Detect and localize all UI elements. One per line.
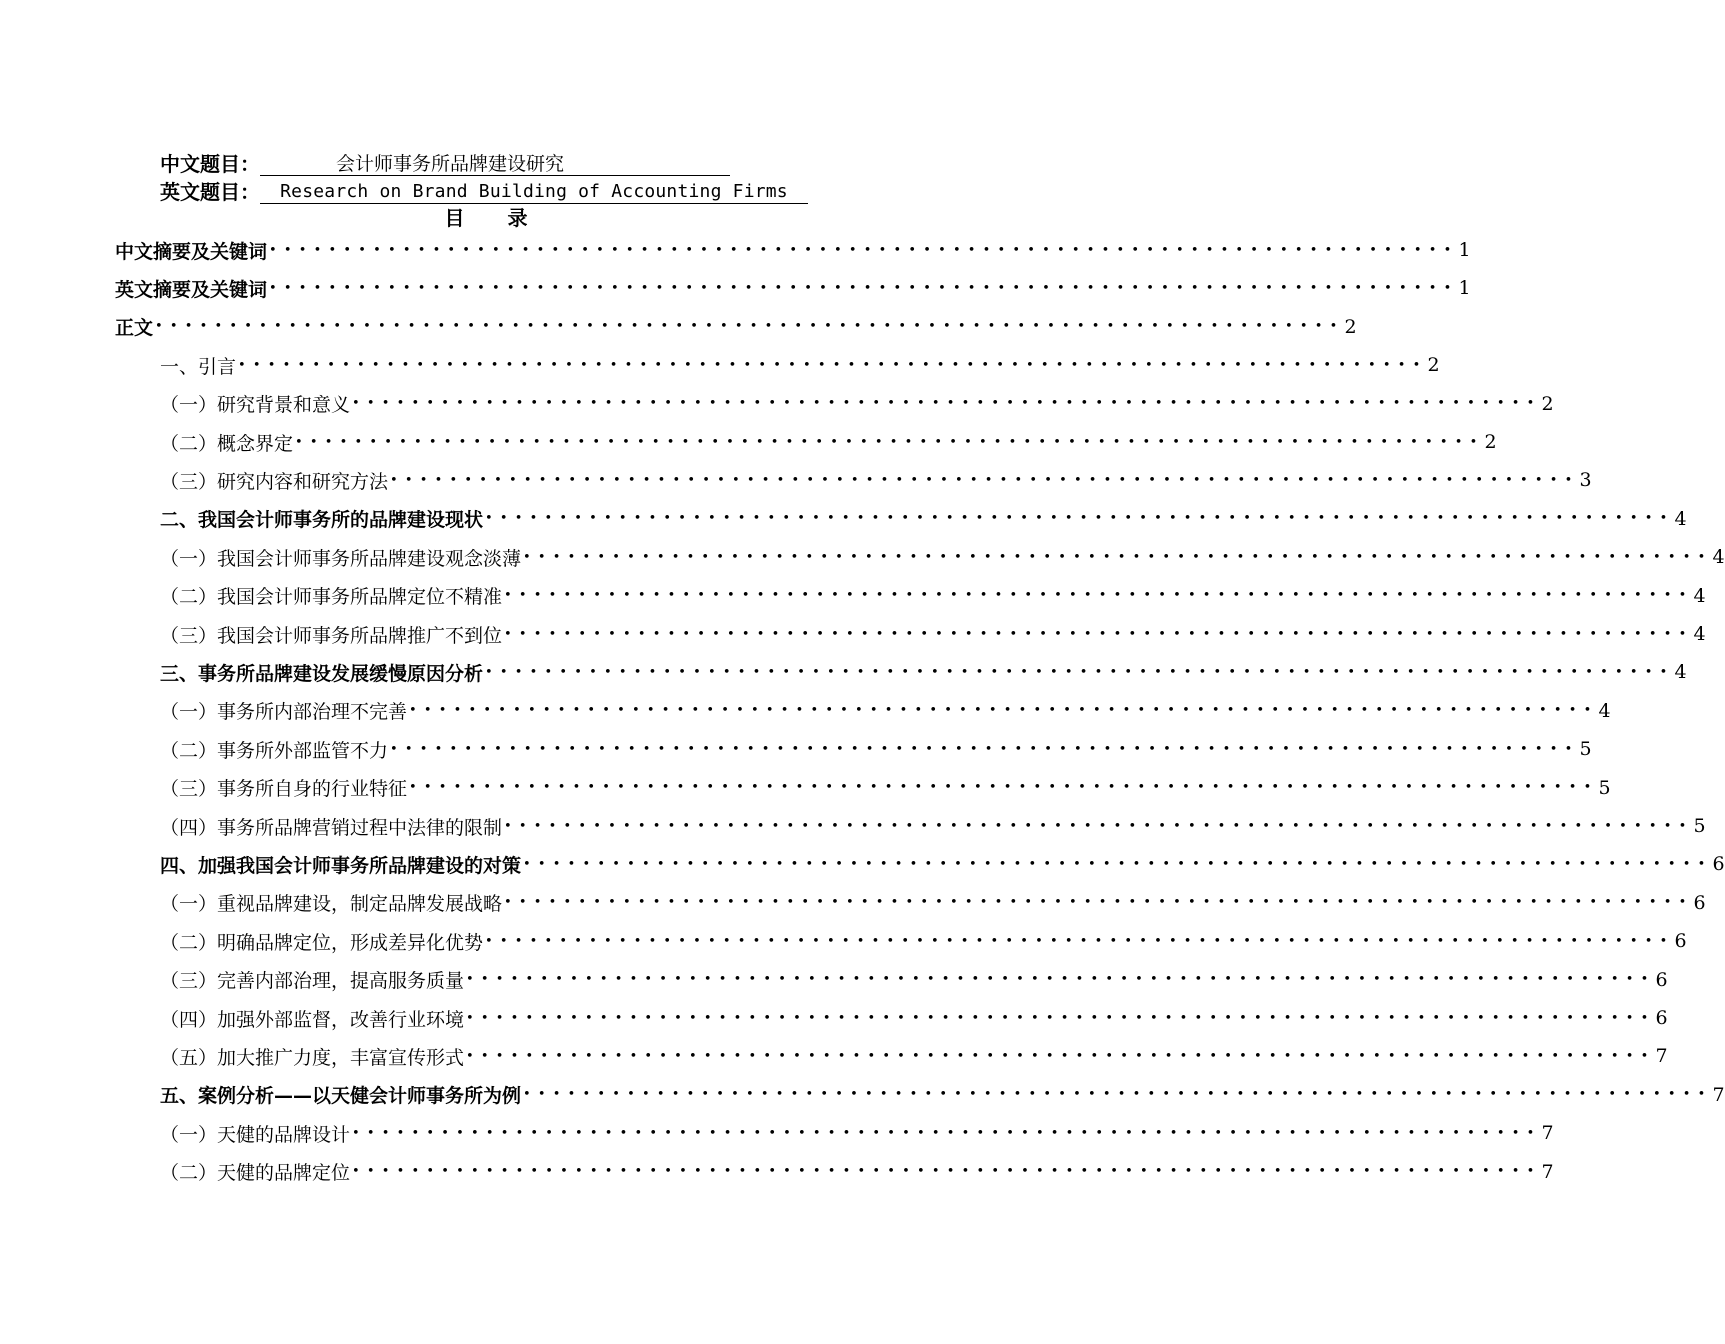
toc-entry bbox=[160, 811, 1706, 841]
toc-entry bbox=[115, 235, 1471, 265]
toc-page-number: 6 bbox=[1712, 853, 1725, 876]
toc-page-number: 5 bbox=[1598, 776, 1611, 799]
toc-page-number: 1 bbox=[1458, 239, 1471, 261]
toc-entry-text: 三、事务所品牌建设发展缓慢原因分析 bbox=[160, 662, 484, 685]
toc-entry bbox=[160, 619, 1706, 649]
toc-entry-text: （二）事务所外部监管不力 bbox=[160, 739, 389, 762]
toc-leader-dots: •••••••••••••••••••••••••••••••••••••••••••••••••••••••••••••••••••••••••••••••• bbox=[466, 1010, 1656, 1026]
toc-leader-dots: •••••••••••••••••••••••••••••••••••••••••••••••••••••••••••••••••••••••••••••••• bbox=[466, 972, 1656, 988]
toc-entry bbox=[160, 581, 1706, 611]
toc-entry bbox=[160, 888, 1706, 918]
toc-leader-dots: •••••••••••••••••••••••••••••••••••••••••••••••••••••••••••••••••••••••••••••••• bbox=[504, 588, 1694, 604]
toc-page-number: 2 bbox=[1541, 392, 1554, 415]
toc-leader-dots: •••••••••••••••••••••••••••••••••••••••••••••••••••••••••••••••••••••••••••••••• bbox=[485, 933, 1675, 949]
toc-entry-text: 一、引言 bbox=[160, 355, 237, 378]
toc-entry bbox=[160, 734, 1592, 764]
toc-leader-dots: •••••••••••••••••••••••••••••••••••••••••••••••••••••••••••••••••••••••••••••••• bbox=[269, 242, 1459, 258]
toc-entry bbox=[160, 965, 1668, 995]
toc-entry bbox=[115, 273, 1471, 303]
toc-page-number: 4 bbox=[1598, 699, 1611, 722]
chinese-title-row bbox=[160, 148, 730, 176]
toc-page-number: 7 bbox=[1712, 1083, 1725, 1106]
toc-entry bbox=[115, 312, 1357, 342]
toc-leader-dots: •••••••••••••••••••••••••••••••••••••••••••••••••••••••••••••••••••••••••••••••• bbox=[409, 703, 1599, 719]
toc-entry-text: （三）事务所自身的行业特征 bbox=[160, 778, 408, 801]
toc-entry-text: 五、案例分析——以天健会计师事务所为例 bbox=[160, 1085, 522, 1108]
toc-leader-dots: •••••••••••••••••••••••••••••••••••••••••••••••••••••••••••••••••••••••••••••••• bbox=[485, 664, 1675, 680]
toc-page-number: 4 bbox=[1674, 661, 1687, 684]
english-title-label: 英文题目： bbox=[160, 180, 260, 204]
toc-entry-text: （三）我国会计师事务所品牌推广不到位 bbox=[160, 624, 503, 647]
toc-leader-dots: •••••••••••••••••••••••••••••••••••••••••••••••••••••••••••••••••••••••••••••••• bbox=[269, 280, 1459, 296]
toc-entry-text: （三）完善内部治理，提高服务质量 bbox=[160, 970, 465, 993]
toc-entry bbox=[160, 350, 1440, 380]
toc-page-number: 5 bbox=[1693, 815, 1706, 837]
toc-leader-dots: •••••••••••••••••••••••••••••••••••••••••••••••••••••••••••••••••••••••••••••••• bbox=[523, 1087, 1713, 1103]
toc-entry bbox=[160, 427, 1497, 457]
toc-entry-text: 二、我国会计师事务所的品牌建设现状 bbox=[160, 509, 484, 532]
toc-entry-text: （二）明确品牌定位，形成差异化优势 bbox=[160, 931, 484, 954]
english-title-row bbox=[160, 176, 808, 204]
toc-entry-text: （二）我国会计师事务所品牌定位不精准 bbox=[160, 586, 503, 609]
toc-entry-text: 英文摘要及关键词 bbox=[115, 278, 268, 301]
toc-page-number: 7 bbox=[1541, 1160, 1554, 1183]
toc-leader-dots: •••••••••••••••••••••••••••••••••••••••••••••••••••••••••••••••••••••••••••••••• bbox=[485, 511, 1675, 527]
toc-entry bbox=[160, 1118, 1554, 1148]
toc-page-number: 5 bbox=[1579, 738, 1592, 761]
toc-page-number: 6 bbox=[1674, 930, 1687, 953]
toc-leader-dots: •••••••••••••••••••••••••••••••••••••••••••••••••••••••••••••••••••••••••••••••• bbox=[504, 818, 1694, 834]
toc-entry bbox=[160, 504, 1687, 534]
toc-entry bbox=[160, 696, 1611, 726]
toc-leader-dots: •••••••••••••••••••••••••••••••••••••••••••••••••••••••••••••••••••••••••••••••• bbox=[155, 319, 1345, 335]
toc-entry bbox=[160, 389, 1554, 419]
toc-entry-text: （一）研究背景和意义 bbox=[160, 394, 351, 417]
toc-leader-dots: •••••••••••••••••••••••••••••••••••••••••••••••••••••••••••••••••••••••••••••••• bbox=[390, 741, 1580, 757]
toc-entry bbox=[160, 1157, 1554, 1187]
toc-leader-dots: •••••••••••••••••••••••••••••••••••••••••••••••••••••••••••••••••••••••••••••••• bbox=[295, 434, 1485, 450]
toc-page-number: 2 bbox=[1427, 354, 1440, 377]
toc-entry-text: （五）加大推广力度，丰富宣传形式 bbox=[160, 1046, 465, 1069]
toc-page-number: 6 bbox=[1655, 968, 1668, 991]
toc-entry bbox=[160, 1003, 1668, 1033]
english-title-value: Research on Brand Building of Accounting Firms bbox=[260, 180, 808, 204]
toc-entry-text: 四、加强我国会计师事务所品牌建设的对策 bbox=[160, 854, 522, 877]
toc-page-number: 4 bbox=[1712, 546, 1725, 569]
toc-entry bbox=[160, 849, 1725, 879]
toc-entry-text: （一）重视品牌建设，制定品牌发展战略 bbox=[160, 893, 503, 916]
toc-entry bbox=[160, 657, 1687, 687]
toc-leader-dots: •••••••••••••••••••••••••••••••••••••••••••••••••••••••••••••••••••••••••••••••• bbox=[352, 1125, 1542, 1141]
toc-entry-text: （四）事务所品牌营销过程中法律的限制 bbox=[160, 816, 503, 839]
toc-page-number: 7 bbox=[1541, 1122, 1554, 1145]
toc-heading: 目 录 bbox=[444, 206, 546, 230]
chinese-title-label: 中文题目： bbox=[160, 152, 260, 176]
toc-page-number: 2 bbox=[1344, 315, 1357, 338]
toc-entry-text: （四）加强外部监督，改善行业环境 bbox=[160, 1008, 465, 1031]
toc-entry-text: （二）概念界定 bbox=[160, 432, 294, 455]
toc-page-number: 4 bbox=[1674, 507, 1687, 530]
toc-leader-dots: •••••••••••••••••••••••••••••••••••••••••••••••••••••••••••••••••••••••••••••••• bbox=[238, 357, 1428, 373]
toc-entry-text: （二）天健的品牌定位 bbox=[160, 1162, 351, 1185]
toc-leader-dots: •••••••••••••••••••••••••••••••••••••••••••••••••••••••••••••••••••••••••••••••• bbox=[466, 1048, 1656, 1064]
toc-page-number: 4 bbox=[1693, 584, 1706, 607]
toc-leader-dots: •••••••••••••••••••••••••••••••••••••••••••••••••••••••••••••••••••••••••••••••• bbox=[352, 1164, 1542, 1180]
toc-leader-dots: •••••••••••••••••••••••••••••••••••••••••••••••••••••••••••••••••••••••••••••••• bbox=[523, 549, 1713, 565]
toc-leader-dots: •••••••••••••••••••••••••••••••••••••••••••••••••••••••••••••••••••••••••••••••• bbox=[352, 396, 1542, 412]
toc-page-number: 3 bbox=[1579, 469, 1592, 492]
toc-page-number: 6 bbox=[1655, 1007, 1668, 1029]
toc-page-number: 7 bbox=[1655, 1045, 1668, 1068]
toc-entry-text: 正文 bbox=[115, 317, 154, 340]
toc-page-number: 4 bbox=[1693, 623, 1706, 645]
toc-entry-text: 中文摘要及关键词 bbox=[115, 240, 268, 263]
toc-leader-dots: •••••••••••••••••••••••••••••••••••••••••••••••••••••••••••••••••••••••••••••••• bbox=[504, 626, 1694, 642]
toc-leader-dots: •••••••••••••••••••••••••••••••••••••••••••••••••••••••••••••••••••••••••••••••• bbox=[504, 895, 1694, 911]
toc-page-number: 6 bbox=[1693, 891, 1706, 914]
toc-entry bbox=[160, 465, 1592, 495]
toc-leader-dots: •••••••••••••••••••••••••••••••••••••••••••••••••••••••••••••••••••••••••••••••• bbox=[523, 856, 1713, 872]
toc-entry-text: （三）研究内容和研究方法 bbox=[160, 470, 389, 493]
toc-page-number: 2 bbox=[1484, 431, 1497, 453]
toc-entry-text: （一）事务所内部治理不完善 bbox=[160, 701, 408, 724]
toc-leader-dots: •••••••••••••••••••••••••••••••••••••••••••••••••••••••••••••••••••••••••••••••• bbox=[390, 472, 1580, 488]
chinese-title-value: 会计师事务所品牌建设研究 bbox=[260, 152, 730, 176]
toc-entry-text: （一）天健的品牌设计 bbox=[160, 1123, 351, 1146]
toc-entry bbox=[160, 926, 1687, 956]
toc-entry bbox=[160, 542, 1725, 572]
toc-entry bbox=[160, 1080, 1725, 1110]
toc-entry-text: （一）我国会计师事务所品牌建设观念淡薄 bbox=[160, 547, 522, 570]
toc-leader-dots: •••••••••••••••••••••••••••••••••••••••••••••••••••••••••••••••••••••••••••••••• bbox=[409, 780, 1599, 796]
toc-page-number: 1 bbox=[1458, 277, 1471, 300]
toc-entry bbox=[160, 773, 1611, 803]
toc-entry bbox=[160, 1041, 1668, 1071]
